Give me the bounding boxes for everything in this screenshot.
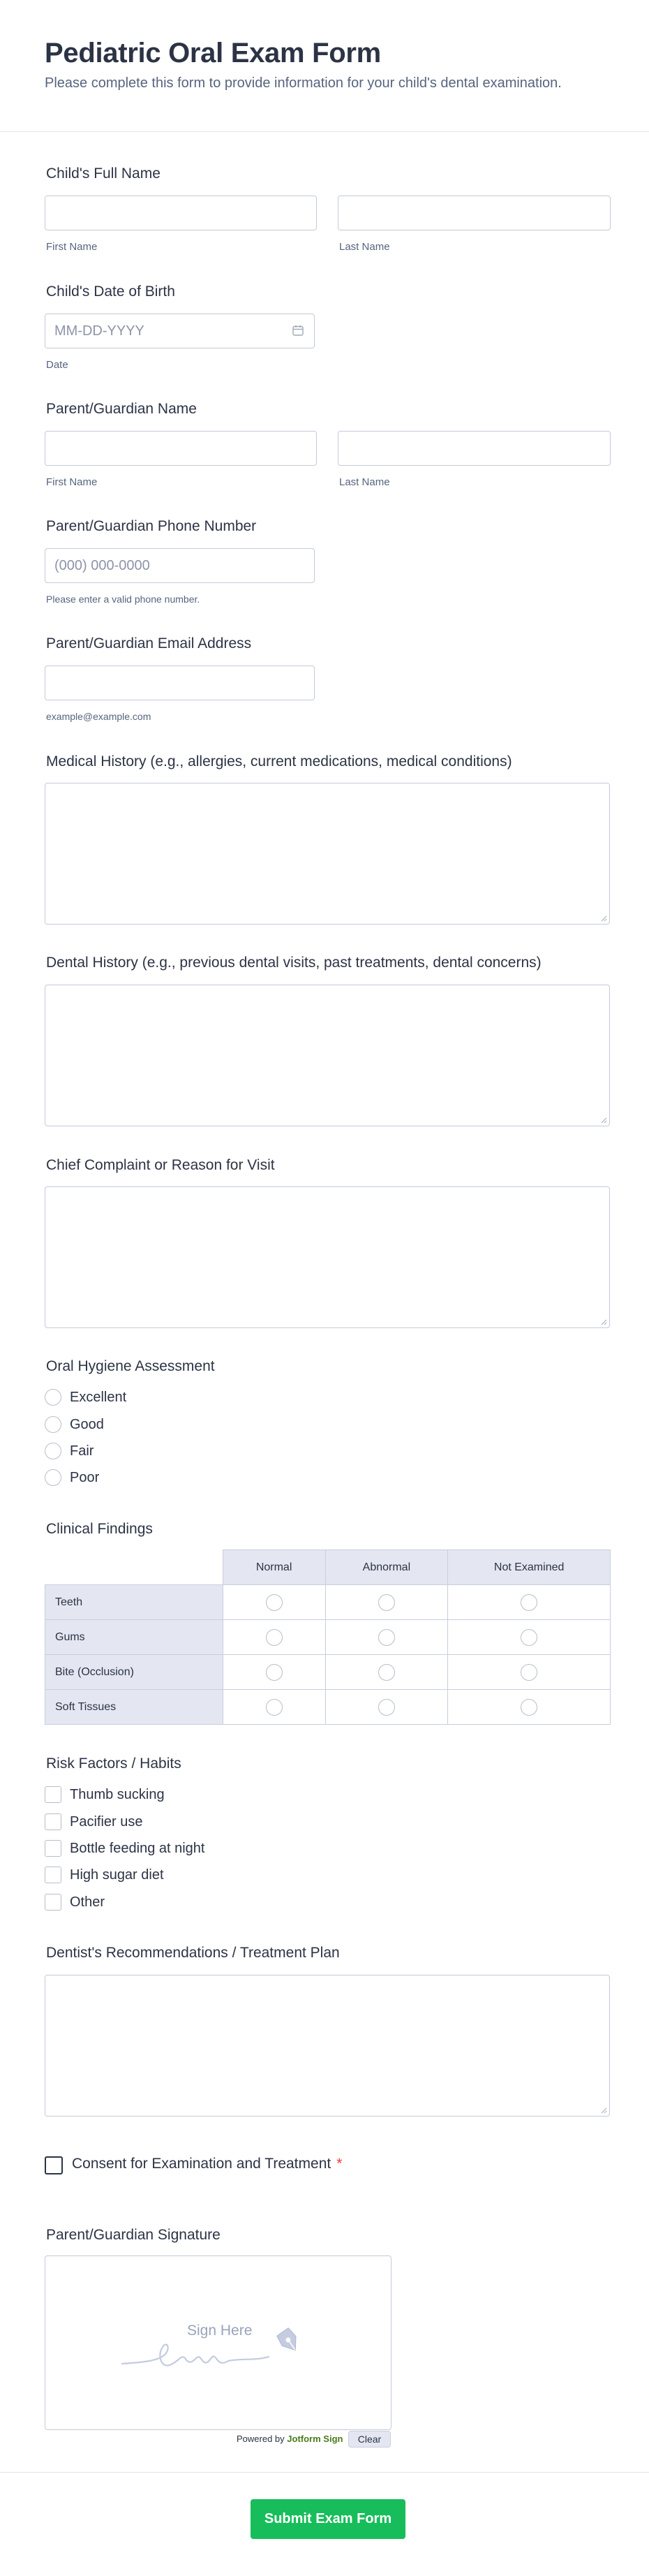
risk-factors-label: Risk Factors / Habits xyxy=(46,1756,181,1772)
guardian-email-input[interactable] xyxy=(45,665,315,700)
matrix-cell[interactable] xyxy=(325,1585,448,1620)
child-dob-input[interactable] xyxy=(45,314,315,348)
radio-button[interactable] xyxy=(266,1594,283,1611)
guardian-email-label: Parent/Guardian Email Address xyxy=(46,635,252,652)
radio-button[interactable] xyxy=(45,1389,61,1406)
recommendations-textarea[interactable] xyxy=(45,1975,610,2117)
resize-handle-icon[interactable] xyxy=(600,1117,607,1124)
matrix-column-normal: Normal xyxy=(223,1550,325,1585)
guardian-phone-sublabel: Please enter a valid phone number. xyxy=(46,594,200,605)
checkbox[interactable] xyxy=(45,1786,61,1803)
form-header xyxy=(0,0,649,132)
matrix-cell[interactable] xyxy=(448,1690,611,1725)
oral-hygiene-label: Oral Hygiene Assessment xyxy=(46,1358,215,1374)
matrix-header-row xyxy=(45,1550,611,1585)
resize-handle-icon[interactable] xyxy=(600,915,607,922)
matrix-cell[interactable] xyxy=(223,1620,325,1655)
radio-button[interactable] xyxy=(378,1629,395,1646)
radio-button[interactable] xyxy=(266,1629,283,1646)
guardian-first-name-input[interactable] xyxy=(45,431,317,466)
clinical-findings-label: Clinical Findings xyxy=(46,1521,153,1537)
consent-checkbox[interactable] xyxy=(45,2156,63,2174)
radio-button[interactable] xyxy=(378,1699,395,1716)
risk-option-thumb-sucking[interactable] xyxy=(45,1784,165,1805)
signature-label: Parent/Guardian Signature xyxy=(46,2227,221,2243)
child-last-name-sublabel: Last Name xyxy=(339,241,390,253)
checkbox-label: Bottle feeding at night xyxy=(70,1840,205,1856)
checkbox-label: High sugar diet xyxy=(70,1867,164,1883)
child-first-name-sublabel: First Name xyxy=(46,241,98,253)
radio-button[interactable] xyxy=(378,1664,395,1681)
checkbox[interactable] xyxy=(45,1867,61,1883)
radio-button[interactable] xyxy=(378,1594,395,1611)
matrix-row-label: Gums xyxy=(45,1620,223,1655)
consent-label[interactable] xyxy=(72,2156,342,2172)
oral-hygiene-option-fair[interactable] xyxy=(45,1441,94,1462)
oral-hygiene-option-poor[interactable] xyxy=(45,1467,99,1488)
matrix-corner xyxy=(45,1550,223,1585)
matrix-column-not-examined: Not Examined xyxy=(448,1550,611,1585)
checkbox-label: Other xyxy=(70,1894,105,1910)
chief-complaint-textarea[interactable] xyxy=(45,1186,610,1328)
matrix-row-bite xyxy=(45,1655,611,1690)
matrix-row-gums xyxy=(45,1620,611,1655)
matrix-cell[interactable] xyxy=(223,1690,325,1725)
child-dob-placeholder: MM-DD-YYYY xyxy=(54,323,144,339)
matrix-cell[interactable] xyxy=(448,1655,611,1690)
radio-button[interactable] xyxy=(266,1699,283,1716)
oral-hygiene-option-good[interactable] xyxy=(45,1414,104,1435)
matrix-cell[interactable] xyxy=(223,1585,325,1620)
matrix-column-abnormal: Abnormal xyxy=(325,1550,448,1585)
form-subtitle: Please complete this form to provide information for your child's dental examination. xyxy=(45,75,562,91)
pen-nib-icon xyxy=(276,2327,302,2355)
consent-label-text: Consent for Examination and Treatment xyxy=(72,2156,331,2172)
radio-button[interactable] xyxy=(521,1699,537,1716)
recommendations-label: Dentist's Recommendations / Treatment Plan xyxy=(46,1945,340,1961)
matrix-cell[interactable] xyxy=(448,1585,611,1620)
checkbox[interactable] xyxy=(45,1894,61,1911)
radio-button[interactable] xyxy=(45,1469,61,1486)
matrix-row-label: Teeth xyxy=(45,1585,223,1620)
matrix-row-label: Soft Tissues xyxy=(45,1690,223,1725)
child-name-label: Child's Full Name xyxy=(46,165,161,182)
submit-button[interactable]: Submit Exam Form xyxy=(251,2499,405,2539)
signature-pad[interactable] xyxy=(45,2255,391,2430)
medical-history-label: Medical History (e.g., allergies, current medications, medical conditions) xyxy=(46,753,512,770)
clinical-findings-matrix xyxy=(45,1550,611,1725)
matrix-cell[interactable] xyxy=(325,1655,448,1690)
guardian-last-name-input[interactable] xyxy=(338,431,611,466)
powered-by-text xyxy=(237,2434,343,2444)
matrix-cell[interactable] xyxy=(448,1620,611,1655)
resize-handle-icon[interactable] xyxy=(600,2107,607,2114)
radio-button[interactable] xyxy=(45,1443,61,1459)
guardian-phone-input[interactable] xyxy=(45,548,315,583)
radio-label: Good xyxy=(70,1416,104,1432)
risk-option-bottle-feeding[interactable] xyxy=(45,1838,204,1859)
resize-handle-icon[interactable] xyxy=(600,1318,607,1325)
footer-divider xyxy=(0,2472,649,2473)
guardian-last-name-sublabel: Last Name xyxy=(339,476,390,488)
powered-by-prefix: Powered by xyxy=(237,2434,285,2444)
form-title: Pediatric Oral Exam Form xyxy=(45,38,381,68)
risk-option-other[interactable] xyxy=(45,1892,105,1913)
guardian-name-label: Parent/Guardian Name xyxy=(46,401,197,417)
checkbox[interactable] xyxy=(45,1813,61,1830)
dental-history-textarea[interactable] xyxy=(45,985,610,1126)
medical-history-textarea[interactable] xyxy=(45,783,610,925)
matrix-cell[interactable] xyxy=(223,1655,325,1690)
matrix-row-soft-tissues xyxy=(45,1690,611,1725)
checkbox-label: Thumb sucking xyxy=(70,1786,165,1802)
child-last-name-input[interactable] xyxy=(338,196,611,230)
child-dob-label: Child's Date of Birth xyxy=(46,284,175,300)
checkbox[interactable] xyxy=(45,1840,61,1857)
guardian-phone-placeholder: (000) 000-0000 xyxy=(54,558,150,573)
matrix-row-label: Bite (Occlusion) xyxy=(45,1655,223,1690)
matrix-cell[interactable] xyxy=(325,1690,448,1725)
guardian-phone-label: Parent/Guardian Phone Number xyxy=(46,518,257,534)
checkbox-label: Pacifier use xyxy=(70,1813,143,1830)
risk-option-high-sugar-diet[interactable] xyxy=(45,1864,164,1885)
matrix-row-teeth xyxy=(45,1585,611,1620)
child-dob-sublabel: Date xyxy=(46,359,68,371)
guardian-email-sublabel: example@example.com xyxy=(46,711,151,722)
radio-label: Excellent xyxy=(70,1389,127,1405)
risk-option-pacifier-use[interactable] xyxy=(45,1811,143,1832)
radio-button[interactable] xyxy=(521,1629,537,1646)
radio-button[interactable] xyxy=(45,1416,61,1433)
clear-signature-button[interactable]: Clear xyxy=(348,2431,391,2448)
matrix-cell[interactable] xyxy=(325,1620,448,1655)
signature-placeholder: Sign Here xyxy=(187,2323,253,2339)
child-first-name-input[interactable] xyxy=(45,196,317,230)
radio-label: Poor xyxy=(70,1469,100,1485)
powered-by-brand: Jotform Sign xyxy=(287,2434,343,2444)
oral-hygiene-option-excellent[interactable] xyxy=(45,1387,126,1408)
guardian-first-name-sublabel: First Name xyxy=(46,476,98,488)
calendar-icon[interactable] xyxy=(292,324,304,337)
dental-history-label: Dental History (e.g., previous dental visits, past treatments, dental concerns) xyxy=(46,955,542,971)
required-mark: * xyxy=(336,2156,343,2172)
chief-complaint-label: Chief Complaint or Reason for Visit xyxy=(46,1157,275,1173)
radio-button[interactable] xyxy=(521,1664,537,1681)
radio-button[interactable] xyxy=(266,1664,283,1681)
radio-button[interactable] xyxy=(521,1594,537,1611)
radio-label: Fair xyxy=(70,1443,94,1459)
